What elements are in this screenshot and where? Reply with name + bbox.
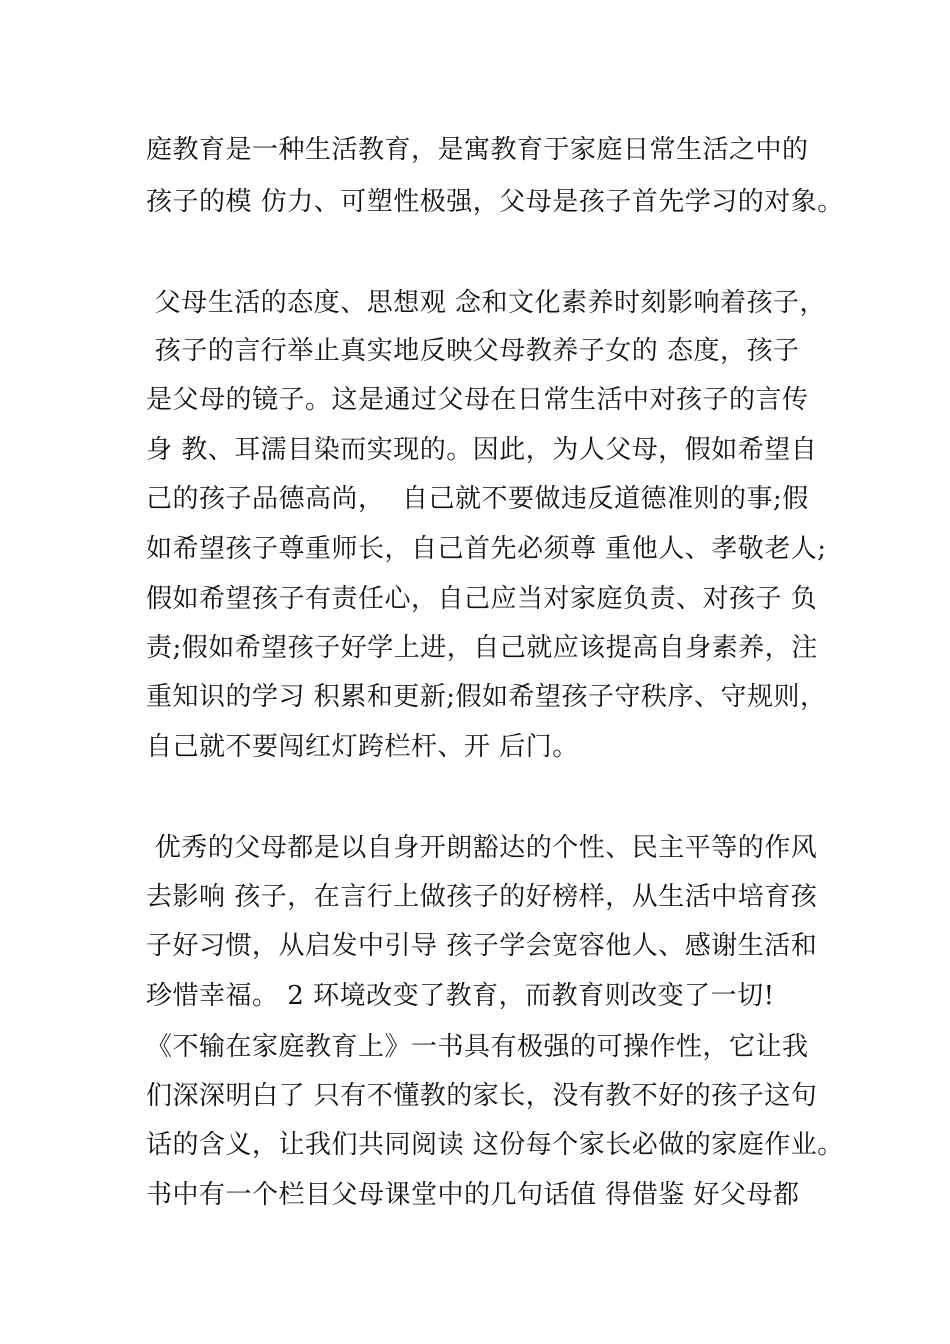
text-line: 如希望孩子尊重师长，自己首先必须尊 重他人、孝敬老人;	[146, 534, 827, 564]
text-line: 重知识的学习 积累和更新;假如希望孩子守秩序、守规则，	[146, 682, 827, 712]
text-line: 孩子的言行举止真实地反映父母教养子女的 态度，孩子	[146, 336, 800, 366]
text-line: 们深深明白了 只有不懂教的家长，没有教不好的孩子这句	[146, 1081, 818, 1111]
text-line: 书中有一个栏目父母课堂中的几句话值 得借鉴 好父母都	[146, 1180, 800, 1210]
text-line: 身 教、耳濡目染而实现的。因此，为人父母，假如希望自	[146, 435, 818, 465]
text-line: 孩子的模 仿力、可塑性极强，父母是孩子首先学习的对象。	[146, 187, 844, 217]
text-line: 子好习惯，从启发中引导 孩子学会宽容他人、感谢生活和	[146, 931, 818, 961]
text-line: 是父母的镜子。这是通过父母在日常生活中对孩子的言传	[146, 385, 809, 415]
text-line: 自己就不要闯红灯跨栏杆、开 后门。	[146, 732, 579, 762]
text-line: 己的孩子品德高尚， 自己就不要做违反道德准则的事;假	[146, 484, 809, 514]
text-line: 父母生活的态度、思想观 念和文化素养时刻影响着孩子，	[146, 288, 827, 318]
text-line: 庭教育是一种生活教育，是寓教育于家庭日常生活之中的	[146, 135, 809, 165]
text-line: 珍惜幸福。 2 环境改变了教育，而教育则改变了一切!	[146, 981, 775, 1011]
text-line: 《不输在家庭教育上》一书具有极强的可操作性，它让我	[146, 1032, 809, 1062]
text-line: 去影响 孩子，在言行上做孩子的好榜样，从生活中培育孩	[146, 882, 818, 912]
text-line: 责;假如希望孩子好学上进，自己就应该提高自身素养，注	[146, 633, 818, 663]
text-line: 假如希望孩子有责任心，自己应当对家庭负责、对孩子 负	[146, 584, 818, 614]
text-line: 话的含义，让我们共同阅读 这份每个家长必做的家庭作业。	[146, 1130, 844, 1160]
text-line: 优秀的父母都是以自身开朗豁达的个性、民主平等的作风	[146, 833, 818, 863]
